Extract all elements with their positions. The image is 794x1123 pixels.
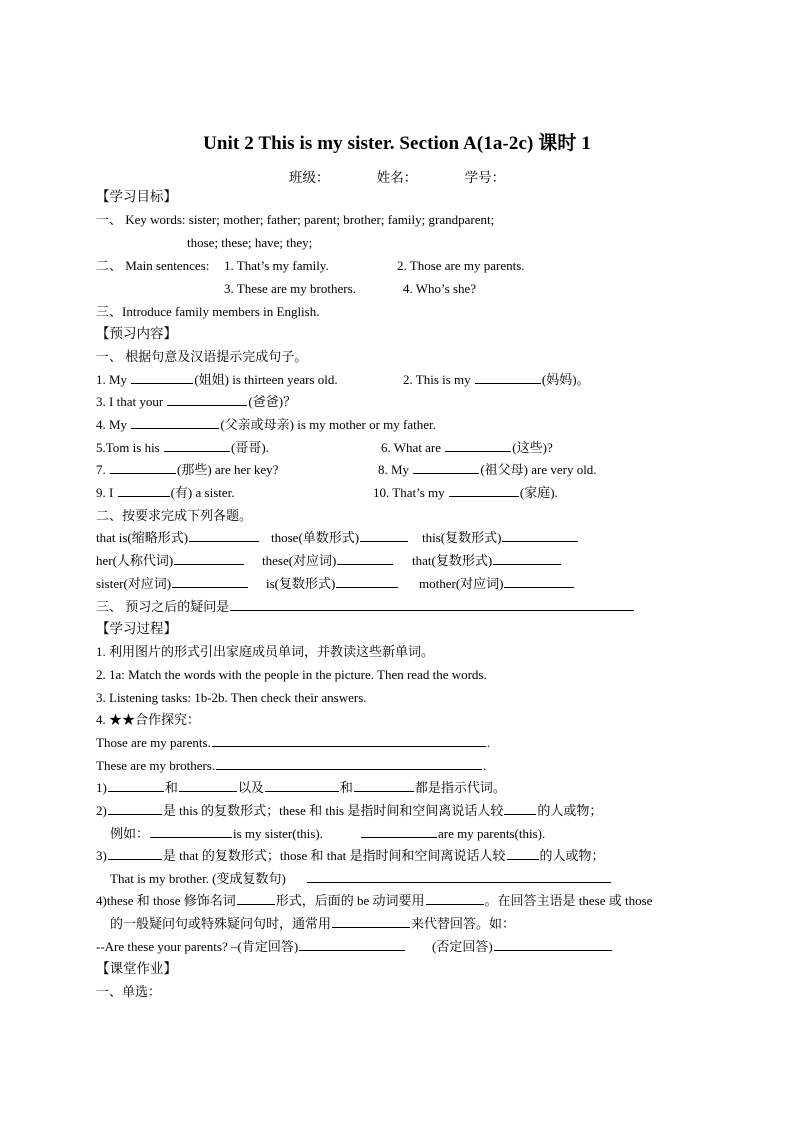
note-2-example: 例如： is my sister(this). [110, 826, 323, 841]
answer-blank[interactable] [131, 416, 219, 429]
answer-blank[interactable] [179, 779, 237, 792]
answer-blank[interactable] [494, 938, 612, 951]
note-4-dialog: --Are these your parents? –(肯定回答) [96, 938, 406, 956]
answer-blank[interactable] [150, 825, 232, 838]
preview-part2-title: 二、按要求完成下列各题。 [96, 508, 253, 523]
answer-blank[interactable] [216, 757, 482, 770]
note-3-answer [306, 870, 612, 888]
question-7: 7. (那些) are her key? [96, 462, 279, 477]
number-label: 学号： [464, 170, 506, 185]
preview-part1-title: 一、 根据句意及汉语提示完成句子。 [96, 349, 308, 364]
note-4-cont: 的一般疑问句或特殊疑问句时，通常用 来代替回答。如： [110, 916, 516, 931]
answer-blank[interactable] [445, 439, 511, 452]
example-sentence-1: Those are my parents. . [96, 735, 491, 750]
note-1: 1) 和 以及 和 都是指示代词。 [96, 780, 506, 795]
transform-item: these(对应词) [262, 552, 394, 570]
answer-blank[interactable] [504, 802, 536, 815]
example-sentence-2: These are my brothers. . [96, 758, 487, 773]
question-8: 8. My (祖父母) are very old. [378, 462, 597, 477]
name-label: 姓名： [376, 170, 418, 185]
answer-blank[interactable] [265, 779, 339, 792]
answer-blank[interactable] [172, 575, 248, 588]
answer-blank[interactable] [493, 552, 561, 565]
question-10: 10. That’s my (家庭). [373, 485, 558, 500]
question-4: 4. My (父亲或母亲) is my mother or my father. [96, 417, 436, 432]
process-step-1: 1. 利用图片的形式引出家庭成员单词，并教读这些新单词。 [96, 644, 435, 659]
preview-questions: 三、 预习之后的疑问是 [96, 598, 635, 616]
student-info-row [0, 166, 794, 186]
process-step-3: 3. Listening tasks: 1b-2b. Then check their answers. [96, 690, 367, 705]
note-3: 3) 是 that 的复数形式；those 和 that 是指时间和空间离说话人较 的人或物； [96, 848, 605, 863]
note-2: 2) 是 this 的复数形式；these 和 this 是指时间和空间离说话人较 的人或物； [96, 803, 603, 818]
answer-blank[interactable] [502, 529, 578, 542]
homework-part1: 一、单选： [96, 984, 162, 999]
answer-blank[interactable] [307, 870, 611, 883]
answer-blank[interactable] [413, 461, 479, 474]
objectives-heading: 【学习目标】 [96, 189, 177, 204]
page-title: Unit 2 This is my sister. Section A(1a-2c) 课时 1 [203, 133, 591, 154]
key-words-list-2: those; these; have; they; [187, 235, 313, 250]
homework-heading: 【课堂作业】 [96, 961, 177, 976]
transform-item: that is(缩略形式) [96, 529, 260, 547]
main-sentence-2: 2. Those are my parents. [397, 258, 525, 273]
answer-blank[interactable] [108, 847, 162, 860]
note-4-dialog-neg: (否定回答) [432, 938, 613, 956]
answer-blank[interactable] [237, 892, 275, 905]
main-sentence-3: 3. These are my brothers. [224, 281, 356, 296]
transform-item: is(复数形式) [266, 575, 399, 593]
answer-blank[interactable] [167, 393, 247, 406]
transform-item: this(复数形式) [422, 529, 579, 547]
transform-item: mother(对应词) [419, 575, 575, 593]
main-sentence-1: 1. That’s my family. [224, 258, 329, 273]
question-6: 6. What are (这些)? [381, 440, 553, 455]
answer-blank[interactable] [299, 938, 405, 951]
answer-blank[interactable] [354, 779, 414, 792]
note-2-example-b: are my parents(this). [360, 825, 545, 843]
answer-blank[interactable] [108, 802, 162, 815]
transform-item: her(人称代词) [96, 552, 245, 570]
note-4: 4)these 和 those 修饰名词 形式，后面的 be 动词要用 。在回答主语是 these 或 those [96, 893, 653, 908]
answer-blank[interactable] [108, 779, 164, 792]
transform-item: sister(对应词) [96, 575, 249, 593]
answer-blank[interactable] [110, 461, 176, 474]
process-step-4: 4. ★★合作探究： [96, 712, 201, 727]
answer-blank[interactable] [337, 552, 393, 565]
answer-blank[interactable] [212, 734, 486, 747]
answer-blank[interactable] [189, 529, 259, 542]
transform-item: that(复数形式) [412, 552, 562, 570]
question-5: 5.Tom is his (哥哥). [96, 440, 269, 455]
process-heading: 【学习过程】 [96, 621, 177, 636]
process-step-2: 2. 1a: Match the words with the people in the picture. Then read the words. [96, 667, 487, 682]
answer-blank[interactable] [131, 371, 193, 384]
main-sentence-4: 4. Who’s she? [403, 281, 477, 296]
question-3: 3. I that your (爸爸)？ [96, 394, 297, 409]
answer-blank[interactable] [449, 484, 519, 497]
answer-blank[interactable] [426, 892, 484, 905]
key-words-list-1: sister; mother; father; parent; brother; family; grandparent; [188, 212, 495, 227]
answer-blank[interactable] [164, 439, 230, 452]
transform-item: those(单数形式) [271, 529, 409, 547]
answer-blank[interactable] [332, 915, 410, 928]
answer-blank[interactable] [174, 552, 244, 565]
question-1: 1. My (姐姐) is thirteen years old. [96, 372, 338, 387]
note-3-example: That is my brother. (变成复数句) [110, 871, 286, 886]
answer-blank[interactable] [475, 371, 541, 384]
introduce-objective: 三、Introduce family members in English. [96, 304, 320, 319]
main-sentences-label: 二、 Main sentences: [96, 258, 210, 273]
answer-blank[interactable] [361, 825, 437, 838]
class-label: 班级： [288, 170, 330, 185]
answer-blank[interactable] [336, 575, 398, 588]
key-words-label: 一、 Key words: [96, 212, 186, 227]
question-2: 2. This is my (妈妈)。 [403, 372, 590, 387]
key-words-line [96, 211, 494, 229]
preview-heading: 【预习内容】 [96, 326, 177, 341]
answer-blank[interactable] [118, 484, 170, 497]
answer-blank[interactable] [507, 847, 539, 860]
answer-blank[interactable] [230, 598, 634, 611]
question-9: 9. I (有) a sister. [96, 485, 235, 500]
answer-blank[interactable] [504, 575, 574, 588]
answer-blank[interactable] [360, 529, 408, 542]
